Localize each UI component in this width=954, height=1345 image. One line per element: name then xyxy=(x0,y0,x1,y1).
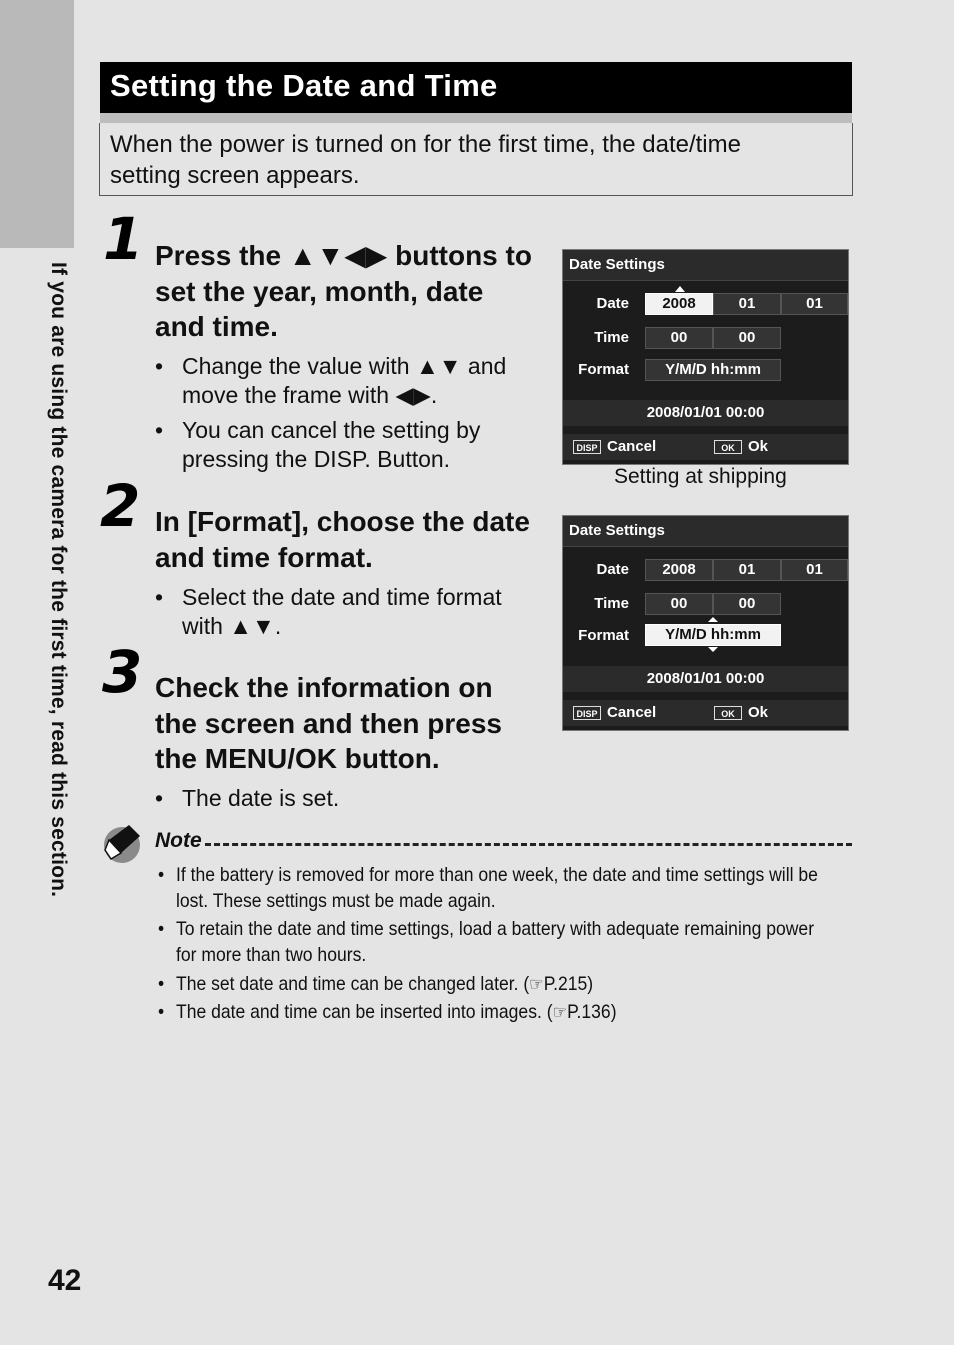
date-preview: 2008/01/01 00:00 xyxy=(563,400,848,426)
side-section-text: If you are using the camera for the first time, read this section. xyxy=(47,262,70,898)
intro-box xyxy=(99,123,853,196)
bullet-line: Change the value with ▲▼ and xyxy=(182,353,507,379)
page-reference-link[interactable]: P.136) xyxy=(567,1001,617,1023)
month-field[interactable]: 01 xyxy=(713,559,781,581)
step-3-heading-line: the MENU/OK button. xyxy=(155,743,440,774)
side-section-label xyxy=(44,262,72,1022)
time-label: Time xyxy=(594,329,629,346)
date-label: Date xyxy=(596,295,629,312)
screen-header xyxy=(563,516,848,547)
page-reference-icon: ☞ xyxy=(552,1002,568,1023)
day-field[interactable]: 01 xyxy=(781,293,848,315)
up-arrow-icon xyxy=(675,286,685,292)
note-line: lost. These settings must be made again. xyxy=(176,890,496,912)
disp-key-icon: DISP xyxy=(573,706,601,720)
cancel-label[interactable]: Cancel xyxy=(607,704,657,721)
note-item-text xyxy=(176,862,818,914)
step-1-heading-line: set the year, month, date xyxy=(155,275,484,307)
screen-header-title: Date Settings xyxy=(569,522,665,539)
ok-key-icon: OK xyxy=(714,706,742,720)
date-settings-screen-shipping xyxy=(562,249,849,465)
section-side-tab xyxy=(0,0,74,248)
screen-caption: Setting at shipping xyxy=(614,465,787,488)
bullet-text xyxy=(182,583,502,641)
bullet-dot: • xyxy=(158,973,165,995)
hour-field[interactable]: 00 xyxy=(645,327,713,349)
intro-text xyxy=(110,129,741,191)
page-title: Setting the Date and Time xyxy=(110,68,498,103)
note-item-text xyxy=(176,916,814,968)
bullet-line: pressing the DISP. Button. xyxy=(182,446,451,472)
day-field[interactable]: 01 xyxy=(781,559,848,581)
note-line: The set date and time can be changed later. ( xyxy=(176,973,530,995)
screen-button-row xyxy=(563,700,848,726)
up-arrow-icon xyxy=(708,617,718,622)
step-1-heading xyxy=(155,238,532,345)
step-2-heading-line: In [Format], choose the date xyxy=(155,506,530,537)
bullet-text xyxy=(182,416,480,474)
step-1-heading-line: Press the ▲▼◀▶ buttons to xyxy=(155,240,532,271)
minute-field[interactable]: 00 xyxy=(713,327,781,349)
note-line: To retain the date and time settings, load a battery with adequate remaining power xyxy=(176,918,815,940)
screen-header-title: Date Settings xyxy=(569,256,665,273)
ok-label[interactable]: Ok xyxy=(748,438,769,455)
bullet-dot: • xyxy=(155,417,164,443)
note-item-text xyxy=(176,971,593,998)
time-label: Time xyxy=(594,595,629,612)
title-bar xyxy=(100,62,852,113)
note-divider xyxy=(205,843,852,846)
step-number-3: 3 xyxy=(102,638,143,706)
step-2-heading xyxy=(155,504,530,575)
ok-key-icon: OK xyxy=(714,440,742,454)
title-underline xyxy=(100,113,852,123)
page-number: 42 xyxy=(48,1264,82,1297)
date-preview: 2008/01/01 00:00 xyxy=(563,666,848,692)
year-field[interactable]: 2008 xyxy=(645,293,713,315)
bullet-text xyxy=(182,352,506,410)
note-line: If the battery is removed for more than one week, the date and time settings will be xyxy=(176,864,818,886)
bullet-text xyxy=(182,784,339,813)
bullet-dot: • xyxy=(158,864,165,886)
note-item-text xyxy=(176,999,617,1026)
cancel-label[interactable]: Cancel xyxy=(607,438,657,455)
bullet-line: move the frame with ◀▶. xyxy=(182,382,438,408)
bullet-dot: • xyxy=(155,353,164,379)
screen-button-row xyxy=(563,434,848,460)
bullet-dot: • xyxy=(158,1001,165,1023)
step-3-heading-line: the screen and then press xyxy=(155,707,503,739)
year-field[interactable]: 2008 xyxy=(645,559,713,581)
disp-key-icon: DISP xyxy=(573,440,601,454)
bullet-line: You can cancel the setting by xyxy=(182,417,481,443)
page-reference-link[interactable]: P.215) xyxy=(543,973,594,995)
page-reference-icon: ☞ xyxy=(529,974,544,995)
date-settings-screen-format xyxy=(562,515,849,731)
step-3-heading xyxy=(155,670,502,777)
step-number-1: 1 xyxy=(103,205,144,273)
note-line: The date and time can be inserted into images. ( xyxy=(176,1001,553,1023)
intro-line-2: setting screen appears. xyxy=(110,162,360,189)
format-field[interactable]: Y/M/D hh:mm xyxy=(645,359,781,381)
note-title: Note xyxy=(155,829,202,852)
step-1-heading-line: and time. xyxy=(155,311,278,342)
format-label: Format xyxy=(578,361,629,378)
step-number-2: 2 xyxy=(100,472,141,540)
screen-header xyxy=(563,250,848,281)
bullet-dot: • xyxy=(155,785,164,811)
step-3-heading-line: Check the information on xyxy=(155,672,493,703)
note-pencil-icon xyxy=(102,823,142,863)
step-2-heading-line: and time format. xyxy=(155,541,373,573)
format-field[interactable]: Y/M/D hh:mm xyxy=(645,624,781,646)
bullet-line: The date is set. xyxy=(182,785,340,811)
bullet-line: Select the date and time format xyxy=(182,584,502,610)
bullet-line: with ▲▼. xyxy=(182,613,282,639)
bullet-dot: • xyxy=(155,584,164,610)
ok-label[interactable]: Ok xyxy=(748,704,769,721)
minute-field[interactable]: 00 xyxy=(713,593,781,615)
month-field[interactable]: 01 xyxy=(713,293,781,315)
hour-field[interactable]: 00 xyxy=(645,593,713,615)
bullet-dot: • xyxy=(158,918,165,940)
down-arrow-icon xyxy=(708,647,718,652)
format-label: Format xyxy=(578,627,629,644)
intro-line-1: When the power is turned on for the first time, the date/time xyxy=(110,131,741,158)
note-line: for more than two hours. xyxy=(176,944,367,966)
date-label: Date xyxy=(596,561,629,578)
